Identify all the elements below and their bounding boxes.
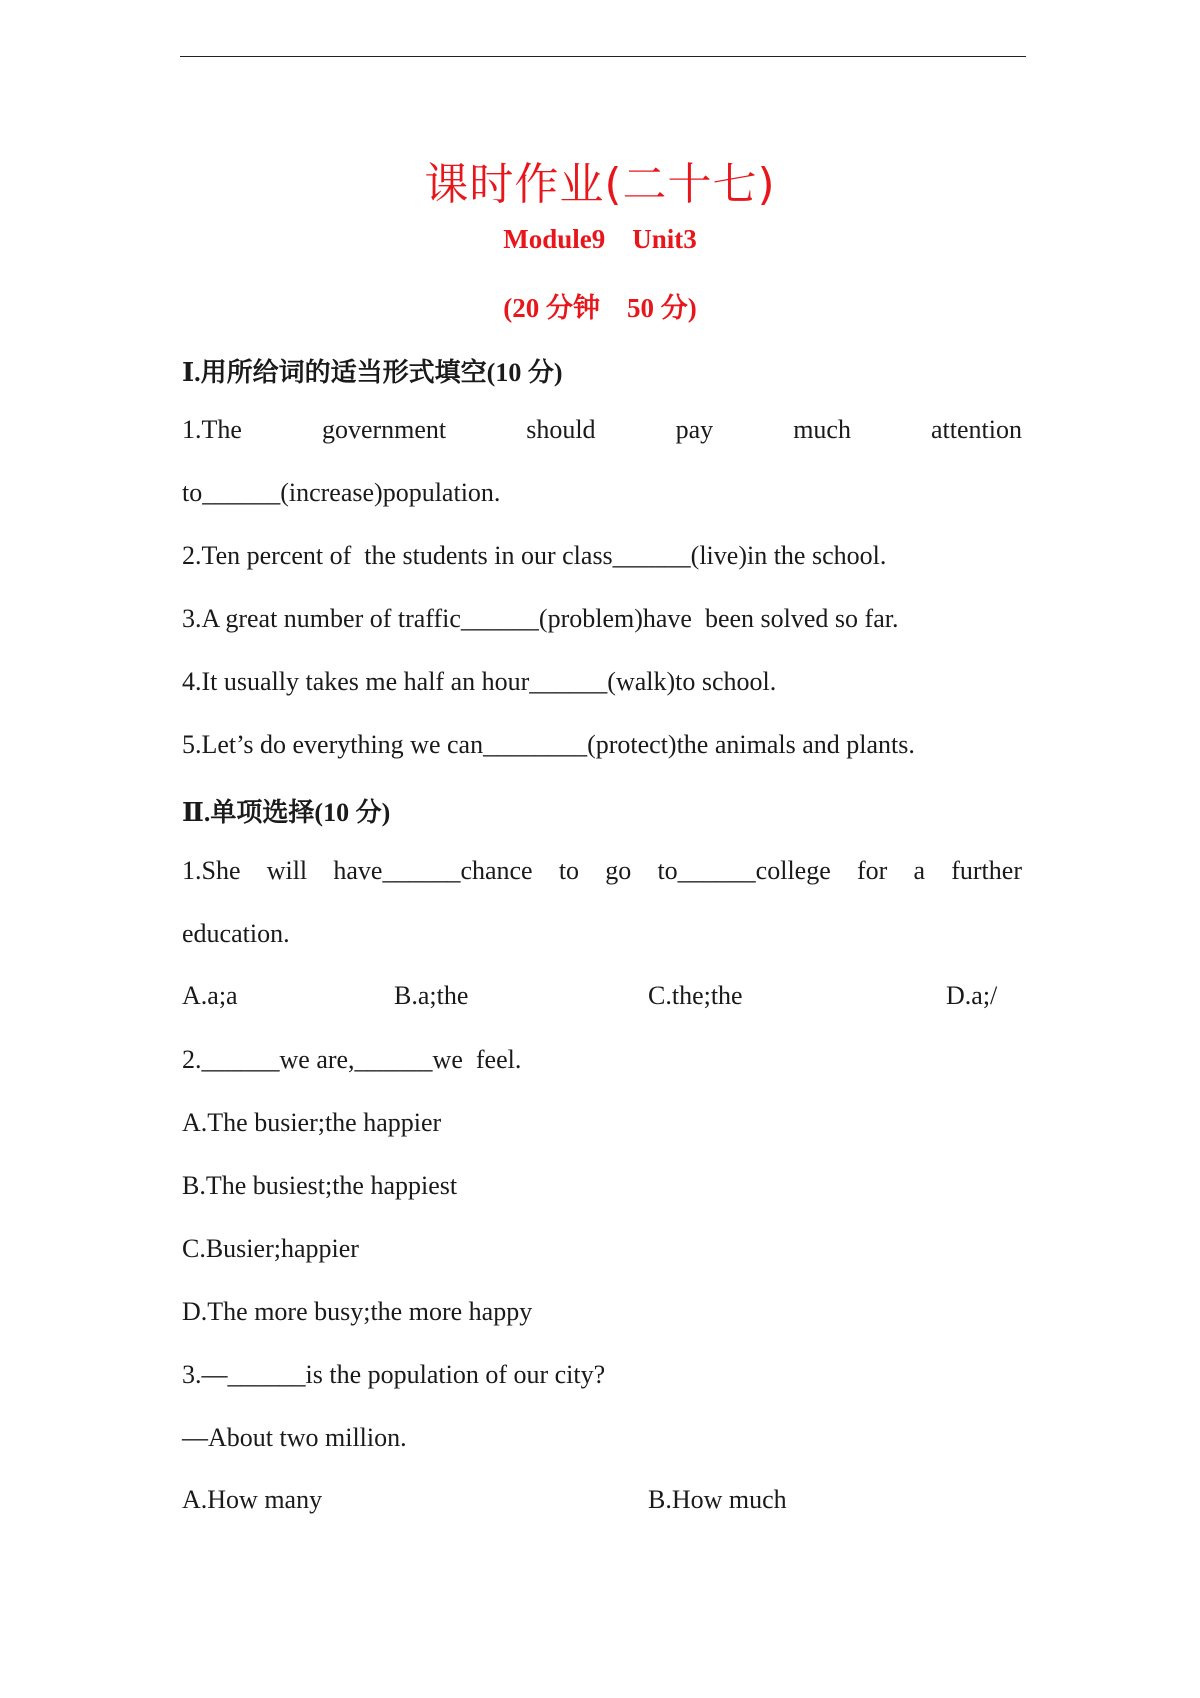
dialogue-line: —About two million. [182, 1423, 407, 1452]
section-heading: Ⅰ.用所给词的适当形式填空(10 分) [182, 358, 563, 387]
word: further [951, 856, 1022, 885]
word: government [321, 415, 447, 444]
word: go [605, 856, 632, 885]
header-rule [180, 56, 1026, 57]
answer-option: D.a;/ [946, 981, 998, 1010]
word: a [913, 856, 926, 885]
answer-option: D.The more busy;the more happy [182, 1297, 533, 1326]
question-line: 4.It usually takes me half an hour______(walk)to school. [182, 667, 777, 696]
question-line: 3.—______is the population of our city? [182, 1360, 606, 1389]
word: should [526, 415, 596, 444]
question-line [182, 414, 1022, 446]
word: have______chance [333, 856, 533, 885]
word: attention [931, 415, 1022, 444]
page-title: 课时作业(二十七) [424, 159, 776, 210]
answer-option: B.a;the [394, 981, 469, 1010]
module-subtitle: Module9 Unit3 [503, 224, 697, 254]
question-line: 2.______we are,______we feel. [182, 1045, 522, 1074]
question-line: 2.Ten percent of the students in our class______(live)in the school. [182, 541, 887, 570]
answer-option: A.How many [182, 1485, 323, 1514]
answer-option: C.the;the [648, 981, 743, 1010]
answer-option: C.Busier;happier [182, 1234, 359, 1263]
answer-option: A.The busier;the happier [182, 1108, 442, 1137]
question-line: to______(increase)population. [182, 478, 501, 507]
answer-option: B.How much [648, 1485, 787, 1514]
time-score-subtitle: (20 分钟 50 分) [503, 293, 697, 323]
word: for [856, 856, 888, 885]
section-heading: Ⅱ.单项选择(10 分) [182, 798, 391, 827]
word: pay [675, 415, 714, 444]
word: to [558, 856, 580, 885]
word: to______college [657, 856, 831, 885]
word: will [266, 856, 308, 885]
word: 1.The [182, 415, 242, 444]
answer-option: B.The busiest;the happiest [182, 1171, 458, 1200]
question-line: education. [182, 919, 290, 948]
question-line: 3.A great number of traffic______(problem)have been solved so far. [182, 604, 899, 633]
answer-option: A.a;a [182, 981, 238, 1010]
question-line: 5.Let’s do everything we can________(protect)the animals and plants. [182, 730, 915, 759]
word: much [793, 415, 851, 444]
question-line [182, 855, 1022, 887]
word: 1.She [182, 856, 241, 885]
